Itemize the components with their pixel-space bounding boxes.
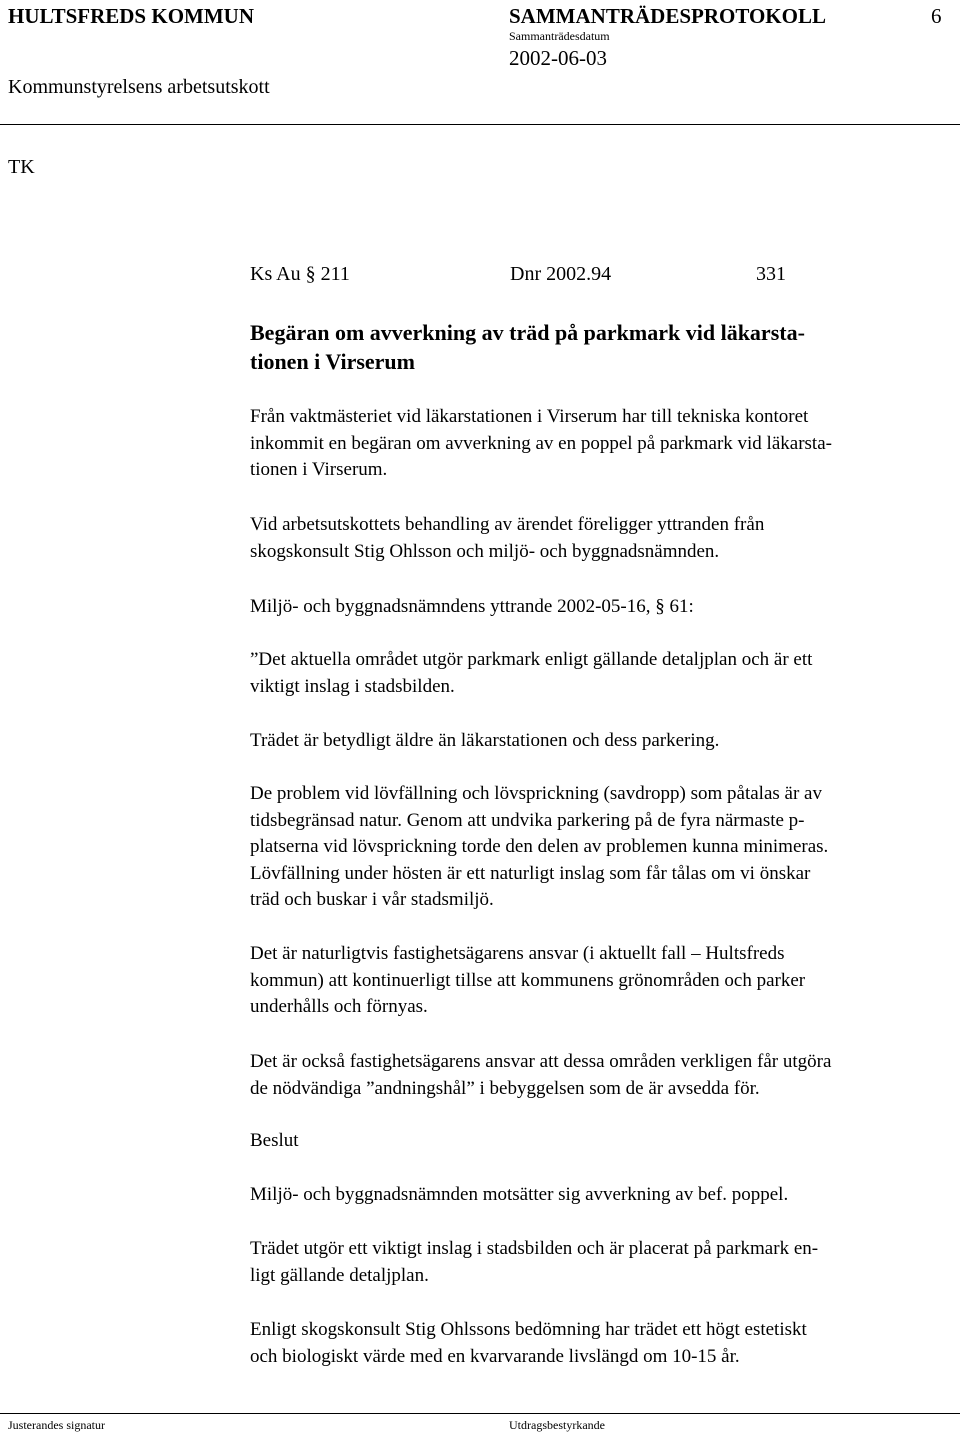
text-line: Miljö- och byggnadsnämndens yttrande 2002-05-16, § 61: xyxy=(250,596,694,617)
text-line: ligt gällande detaljplan. xyxy=(250,1264,429,1286)
header-divider xyxy=(0,124,960,125)
text-line: Enligt skogskonsult Stig Ohlssons bedömning har trädet ett högt estetiskt xyxy=(250,1319,807,1340)
page-number: 6 xyxy=(931,4,942,28)
text-line: Från vaktmästeriet vid läkarstationen i Virserum har till tekniska kontoret xyxy=(250,406,809,427)
text-line: skogskonsult Stig Ohlsson och miljö- och byggnadsnämnden. xyxy=(250,540,720,562)
excerpt-label: Utdragsbestyrkande xyxy=(509,1418,605,1432)
paragraph-breathing-space xyxy=(250,1049,940,1102)
decision-heading xyxy=(250,1128,940,1155)
text-line: viktigt inslag i stadsbilden. xyxy=(250,675,455,697)
text-line: Beslut xyxy=(250,1130,299,1151)
meeting-date: 2002-06-03 xyxy=(509,46,607,70)
paragraph-tree-placement xyxy=(250,1236,940,1289)
paragraph-owner-responsibility xyxy=(250,941,940,1021)
document-type: SAMMANTRÄDESPROTOKOLL xyxy=(509,4,826,28)
committee-name: Kommunstyrelsens arbetsutskott xyxy=(8,76,270,98)
org-name: HULTSFREDS KOMMUN xyxy=(8,4,255,28)
paragraph-statements xyxy=(250,512,940,565)
text-line: underhålls och förnyas. xyxy=(250,996,428,1017)
text-line: De problem vid lövfällning och lövsprickning (savdropp) som påtalas är av xyxy=(250,783,822,804)
paragraph-consultant-assessment xyxy=(250,1317,940,1370)
text-line: Det är också fastighetsägarens ansvar att dessa områden verkligen får utgöra xyxy=(250,1051,832,1072)
text-line: de nödvändiga ”andningshål” i bebyggelsen som de är avsedda för. xyxy=(250,1077,760,1099)
text-line: ”Det aktuella området utgör parkmark enligt gällande detaljplan och är ett xyxy=(250,649,813,670)
text-line: tionen i Virserum. xyxy=(250,459,388,480)
text-line: och biologiskt värde med en kvarvarande livslängd om 10-15 år. xyxy=(250,1345,740,1367)
text-line: kommun) att kontinuerligt tillse att kommunens grönområden och parker xyxy=(250,969,806,991)
text-line: Trädet utgör ett viktigt inslag i stadsbilden och är placerat på parkmark en- xyxy=(250,1238,819,1259)
footer-divider xyxy=(0,1413,960,1414)
title-line: tionen i Virserum xyxy=(250,349,415,374)
text-line: platserna vid lövsprickning torde den delen av problemen kunna minimeras. xyxy=(250,836,829,857)
text-line: Det är naturligtvis fastighetsägarens ansvar (i aktuellt fall – Hultsfreds xyxy=(250,943,785,964)
department-tag: TK xyxy=(8,156,35,178)
text-line: Trädet är betydligt äldre än läkarstationen och dess parkering. xyxy=(250,730,720,751)
text-line: träd och buskar i vår stadsmiljö. xyxy=(250,889,494,910)
signature-label: Justerandes signatur xyxy=(8,1418,105,1432)
text-line: Lövfällning under hösten är ett naturligt inslag som får tålas om vi önskar xyxy=(250,862,811,884)
paragraph-decision xyxy=(250,1182,940,1209)
date-label: Sammanträdesdatum xyxy=(509,29,610,43)
page-title xyxy=(250,318,805,376)
diary-number: Dnr 2002.94 xyxy=(510,263,612,285)
paragraph-problems xyxy=(250,781,940,914)
text-line: Vid arbetsutskottets behandling av ärendet föreligger yttranden från xyxy=(250,514,765,535)
paragraph-quote-start xyxy=(250,647,940,700)
text-line: tidsbegränsad natur. Genom att undvika parkering på de fyra närmaste p- xyxy=(250,809,805,831)
paragraph-tree-age xyxy=(250,728,940,755)
paragraph-statement-ref xyxy=(250,594,940,621)
paragraph-request xyxy=(250,404,940,484)
case-reference: Ks Au § 211 xyxy=(250,263,350,285)
section-number: 331 xyxy=(756,263,786,285)
text-line: Miljö- och byggnadsnämnden motsätter sig avverkning av bef. poppel. xyxy=(250,1184,789,1205)
text-line: inkommit en begäran om avverkning av en poppel på parkmark vid läkarsta- xyxy=(250,432,832,454)
title-line: Begäran om avverkning av träd på parkmark vid läkarsta- xyxy=(250,320,805,345)
